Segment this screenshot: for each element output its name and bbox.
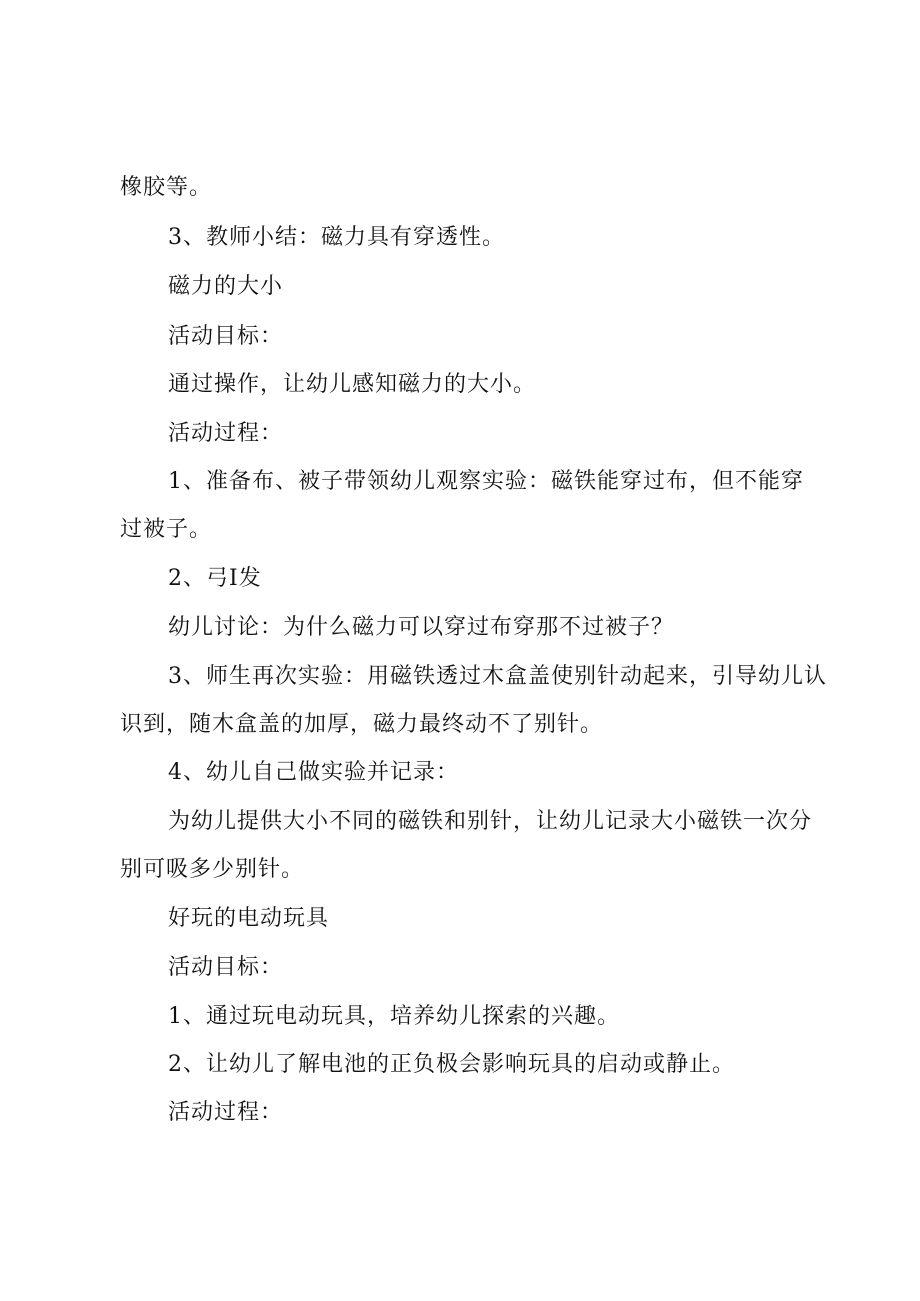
section-heading: 好玩的电动玩具 bbox=[168, 906, 330, 931]
text-line: 幼儿讨论：为什么磁力可以穿过布穿那不过被子？ bbox=[168, 615, 675, 640]
text-line: 2、弓I发 bbox=[168, 566, 262, 591]
text-line: 橡胶等。 bbox=[120, 175, 213, 200]
text-line: 为幼儿提供大小不同的磁铁和别针，让幼儿记录大小磁铁一次分 bbox=[168, 809, 813, 834]
text-line: 过被子。 bbox=[120, 517, 213, 542]
text-line: 活动过程： bbox=[168, 421, 284, 446]
text-line: 活动目标： bbox=[168, 324, 284, 349]
text-line: 活动过程： bbox=[168, 1100, 284, 1125]
text-line: 1、通过玩电动玩具，培养幼儿探索的兴趣。 bbox=[168, 1004, 620, 1029]
text-line: 1、准备布、被子带领幼儿观察实验：磁铁能穿过布，但不能穿 bbox=[168, 469, 804, 494]
section-heading: 磁力的大小 bbox=[168, 274, 284, 299]
text-line: 识到，随木盒盖的加厚，磁力最终动不了别针。 bbox=[120, 712, 604, 737]
text-line: 2、让幼儿了解电池的正负极会影响玩具的启动或静止。 bbox=[168, 1052, 735, 1077]
text-line: 活动目标： bbox=[168, 955, 284, 980]
text-line: 3、教师小结：磁力具有穿透性。 bbox=[168, 225, 505, 250]
text-line: 4、幼儿自己做实验并记录： bbox=[168, 760, 459, 785]
text-line: 3、师生再次实验：用磁铁透过木盒盖使别针动起来，引导幼儿认 bbox=[168, 664, 827, 689]
text-line: 通过操作，让幼儿感知磁力的大小。 bbox=[168, 372, 537, 397]
text-line: 别可吸多少别针。 bbox=[120, 857, 305, 882]
